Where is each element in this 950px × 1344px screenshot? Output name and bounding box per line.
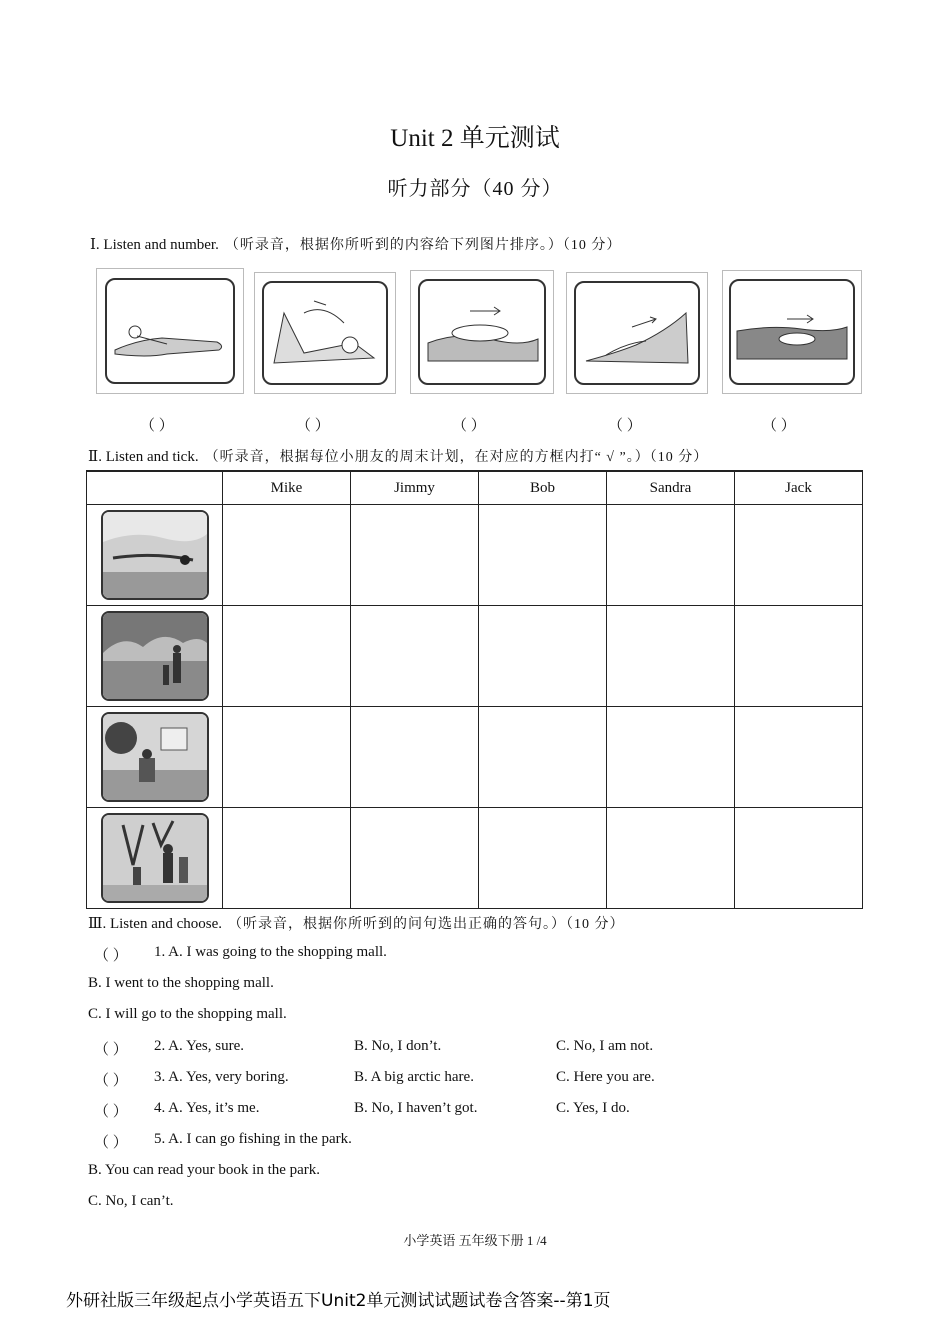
table-header-sandra: Sandra [607,471,735,505]
picture-frame-3 [410,270,554,394]
row-image-cell [87,808,223,909]
section-3-heading [88,913,625,933]
question-4-blank[interactable]: （ ） [94,1104,128,1120]
tick-table [86,470,863,909]
tick-cell-jimmy[interactable] [351,808,479,909]
table-header-bob: Bob [479,471,607,505]
question-2-option-b: B. No, I don’t. [354,1038,442,1054]
row-image-cell [87,707,223,808]
tick-cell-bob[interactable] [479,707,607,808]
tick-cell-mike[interactable] [223,505,351,606]
answer-blank-5[interactable]: （ ） [762,418,796,434]
answer-blank-2[interactable]: （ ） [296,418,330,434]
question-2-option-c: C. No, I am not. [556,1038,654,1054]
person-lying-icon [105,278,235,384]
tick-cell-sandra[interactable] [607,808,735,909]
tick-cell-sandra[interactable] [607,606,735,707]
answer-blank-4[interactable]: （ ） [608,418,642,434]
answer-blank-3[interactable]: （ ） [452,418,486,434]
reading-park-scene-icon [101,712,209,802]
tick-cell-jack[interactable] [735,606,863,707]
page-title: Unit 2 单元测试 [390,125,560,152]
tick-cell-mike[interactable] [223,707,351,808]
tick-cell-mike[interactable] [223,606,351,707]
question-2-option-a: 2. A. Yes, sure. [154,1038,245,1054]
question-3-option-c: C. Here you are. [556,1069,655,1085]
answer-blank-1[interactable]: （ ） [140,418,174,434]
person-swimming-icon [418,279,546,385]
question-3-option-a: 3. A. Yes, very boring. [154,1069,289,1085]
section-3-instruction: （听录音，根据你所听到的问句选出正确的答句。）（10 分） [228,917,625,932]
tick-cell-mike[interactable] [223,808,351,909]
section-1-instruction: （听录音，根据你所听到的内容给下列图片排序。）（10 分） [224,238,622,253]
tick-cell-sandra[interactable] [607,707,735,808]
question-1-option-b: B. I went to the shopping mall. [88,975,274,991]
row-image-cell [87,505,223,606]
table-header-jimmy: Jimmy [351,471,479,505]
question-4-option-b: B. No, I haven’t got. [354,1100,478,1116]
person-reaching-icon [574,281,700,385]
question-1-option-c: C. I will go to the shopping mall. [88,1006,287,1022]
table-row [87,707,863,808]
person-bending-icon [262,281,388,385]
section-1-heading [90,234,621,254]
question-1-blank[interactable]: （ ） [94,948,128,964]
section-2-instruction: （听录音，根据每位小朋友的周末计划，在对应的方框内打“ √ ”。）（10 分） [204,450,709,465]
table-header-row [87,471,863,505]
section-3-title: Ⅲ. Listen and choose. [88,916,223,932]
tick-cell-bob[interactable] [479,505,607,606]
question-3-option-b: B. A big arctic hare. [354,1069,474,1085]
picture-frame-5 [722,270,862,394]
question-2-blank[interactable]: （ ） [94,1042,128,1058]
tick-cell-bob[interactable] [479,808,607,909]
question-5-blank[interactable]: （ ） [94,1135,128,1151]
picture-frame-4 [566,272,708,394]
tick-cell-jimmy[interactable] [351,606,479,707]
table-row [87,808,863,909]
section-1-title: Ⅰ. Listen and number. [90,237,219,253]
tick-cell-sandra[interactable] [607,505,735,606]
question-5-option-c: C. No, I can’t. [88,1193,174,1209]
tick-cell-jimmy[interactable] [351,707,479,808]
question-5-option-a: 5. A. I can go fishing in the park. [154,1131,352,1147]
tick-cell-jack[interactable] [735,808,863,909]
table-row [87,505,863,606]
picture-frame-1 [96,268,244,394]
table-header-jack: Jack [735,471,863,505]
question-5-option-b: B. You can read your book in the park. [88,1162,321,1178]
family-walk-scene-icon [101,611,209,701]
section-2-title: Ⅱ. Listen and tick. [88,449,199,465]
question-4-option-c: C. Yes, I do. [556,1100,630,1116]
table-header-mike: Mike [223,471,351,505]
page-footer: 小学英语 五年级下册 1 /4 [403,1233,547,1248]
question-4-option-a: 4. A. Yes, it’s me. [154,1100,260,1116]
table-header-corner [87,471,223,505]
tick-cell-bob[interactable] [479,606,607,707]
picture-frame-2 [254,272,396,394]
table-row [87,606,863,707]
document-banner: 外研社版三年级起点小学英语五下Unit2单元测试试题试卷含答案--第1页 [66,1291,611,1311]
question-3-blank[interactable]: （ ） [94,1073,128,1089]
swimmer-icon [729,279,855,385]
tick-cell-jimmy[interactable] [351,505,479,606]
question-1-option-a: 1. A. I was going to the shopping mall. [154,944,387,960]
tick-cell-jack[interactable] [735,505,863,606]
tick-cell-jack[interactable] [735,707,863,808]
page-subtitle: 听力部分（40 分） [387,178,563,200]
section-2-heading [88,446,708,466]
swimming-scene-icon [101,510,209,600]
row-image-cell [87,606,223,707]
zoo-giraffe-scene-icon [101,813,209,903]
